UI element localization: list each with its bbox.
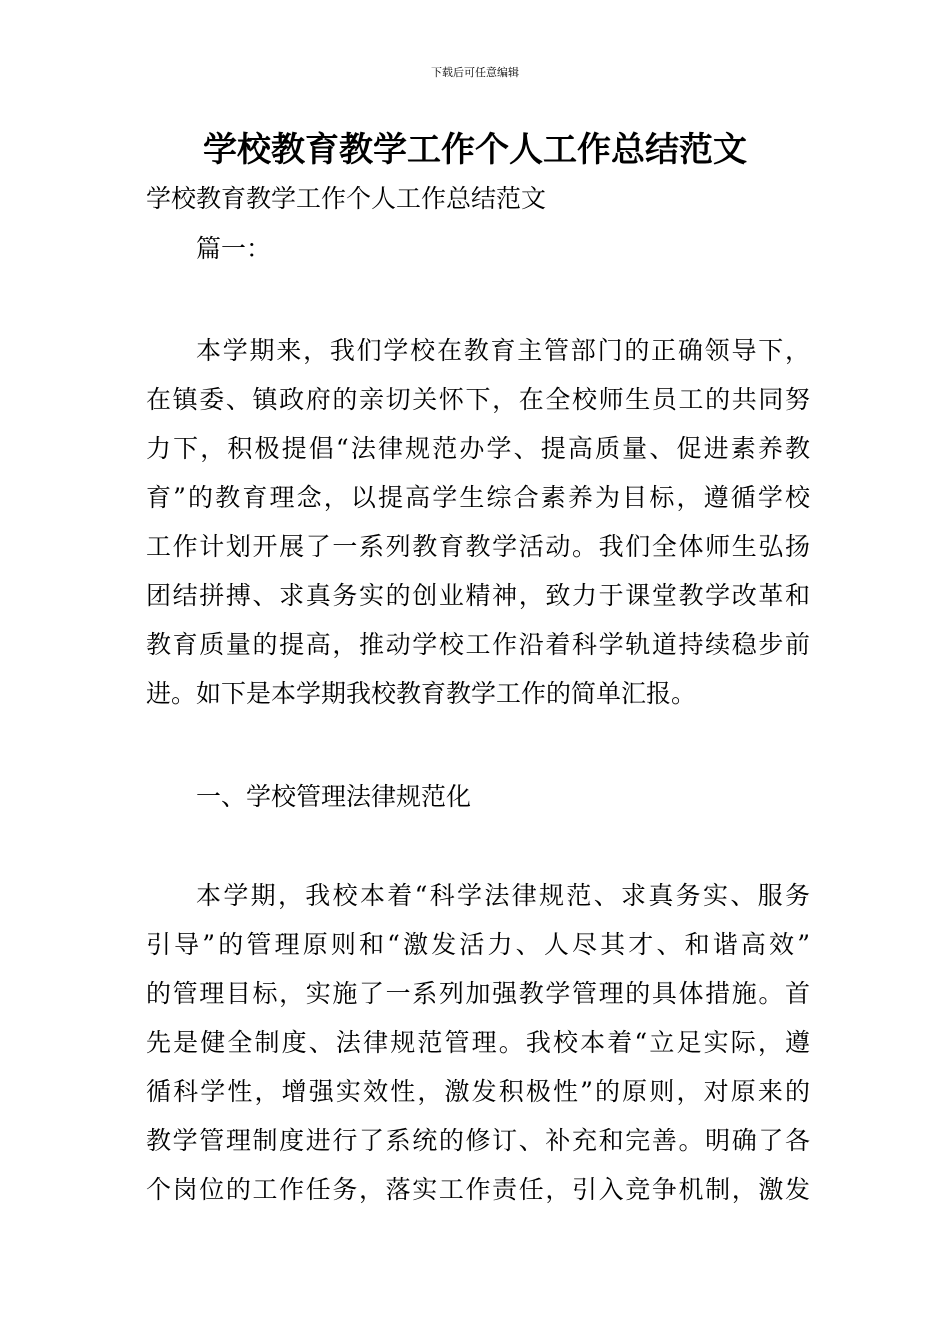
paragraph-line: 进。如下是本学期我校教育教学工作的简单汇报。 [146, 679, 697, 708]
paragraph-line: 本学期来，我们学校在教育主管部门的正确领导下， [196, 336, 810, 365]
paragraph-line: 教育质量的提高，推动学校工作沿着科学轨道持续稳步前 [146, 630, 810, 659]
paragraph-line: 育”的教育理念，以提高学生综合素养为目标，遵循学校 [146, 483, 810, 512]
paragraph-line: 在镇委、镇政府的亲切关怀下，在全校师生员工的共同努 [146, 385, 810, 414]
paragraph-line: 先是健全制度、法律规范管理。我校本着“立足实际，遵 [146, 1028, 810, 1057]
paragraph-line: 力下，积极提倡“法律规范办学、提高质量、促进素养教 [146, 434, 810, 463]
paragraph-line: 的管理目标，实施了一系列加强教学管理的具体措施。首 [146, 979, 810, 1008]
paragraph-line: 工作计划开展了一系列教育教学活动。我们全体师生弘扬 [146, 532, 810, 561]
section-heading: 一、学校管理法律规范化 [196, 782, 472, 811]
paragraph-line: 个岗位的工作任务，落实工作责任，引入竞争机制，激发 [146, 1175, 810, 1204]
paragraph-line: 教学管理制度进行了系统的修订、补充和完善。明确了各 [146, 1126, 810, 1155]
paragraph-line: 本学期，我校本着“科学法律规范、求真务实、服务 [196, 881, 810, 910]
document-title: 学校教育教学工作个人工作总结范文 [203, 130, 747, 170]
paragraph-line: 循科学性，增强实效性，激发积极性”的原则，对原来的 [146, 1077, 810, 1106]
page-header-note: 下载后可任意编辑 [431, 66, 519, 79]
document-subtitle: 学校教育教学工作个人工作总结范文 [146, 184, 547, 213]
paragraph-line: 团结拼搏、求真务实的创业精神，致力于课堂教学改革和 [146, 581, 810, 610]
paragraph-line: 引导”的管理原则和“激发活力、人尽其才、和谐高效” [146, 930, 810, 959]
part-label: 篇一： [196, 234, 272, 263]
